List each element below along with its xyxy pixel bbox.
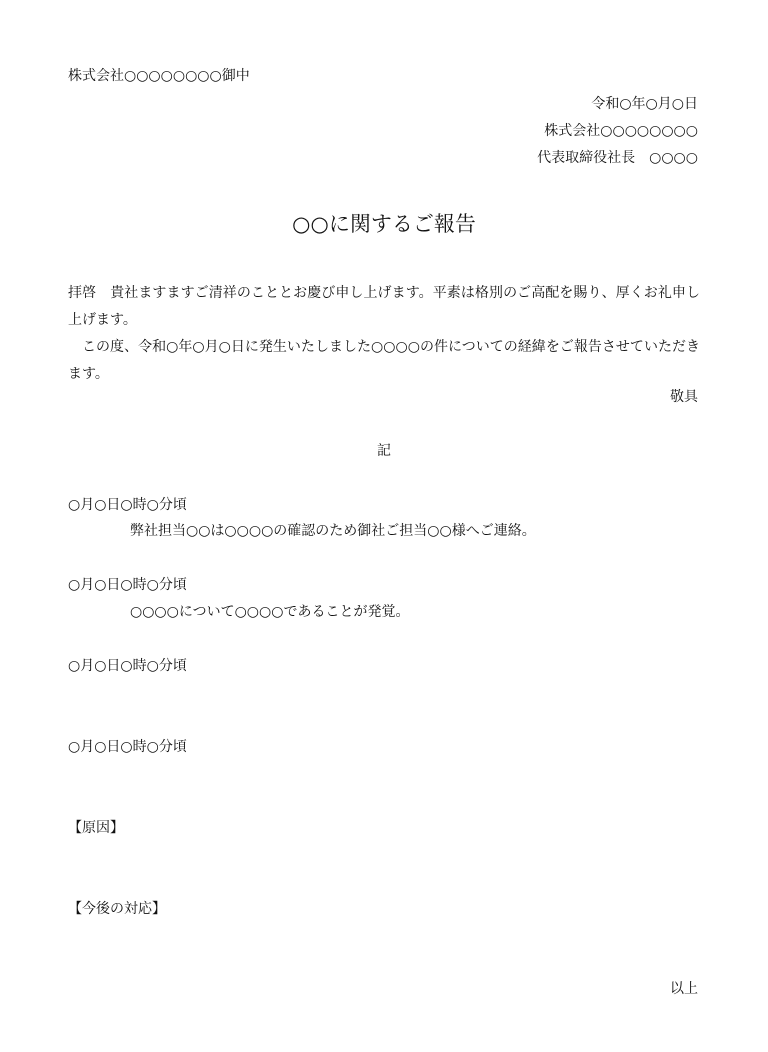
document-title: ○○に関するご報告 xyxy=(292,212,476,236)
future-action-heading: 【今後の対応】 xyxy=(68,901,166,917)
sender-representative: 代表取締役社長 ○○○○ xyxy=(537,150,698,166)
recipient: 株式会社○○○○○○○○御中 xyxy=(68,68,250,84)
date: 令和○年○月○日 xyxy=(591,96,698,112)
cause-heading: 【原因】 xyxy=(68,820,124,836)
timeline-time-4: ○月○日○時○分頃 xyxy=(68,739,187,755)
timeline-time-2: ○月○日○時○分頃 xyxy=(68,577,187,593)
closing-keigu: 敬具 xyxy=(670,389,698,405)
report-intro-paragraph: この度、令和○年○月○日に発生いたしました○○○○の件についての経緯をご報告させていただきます。 xyxy=(68,339,700,382)
ki-heading: 記 xyxy=(377,443,391,459)
sender-company: 株式会社○○○○○○○○ xyxy=(544,123,698,139)
timeline-time-3: ○月○日○時○分頃 xyxy=(68,658,187,674)
end-ijou: 以上 xyxy=(670,981,698,997)
timeline-time-1: ○月○日○時○分頃 xyxy=(68,497,187,513)
greeting-paragraph: 拝啓 貴社ますますご清祥のこととお慶び申し上げます。平素は格別のご高配を賜り、厚くお礼申し上げます。 xyxy=(68,285,700,328)
timeline-detail-1: 弊社担当○○は○○○○の確認のため御社ご担当○○様へご連絡。 xyxy=(130,523,536,539)
timeline-detail-2: ○○○○について○○○○であることが発覚。 xyxy=(130,604,410,620)
